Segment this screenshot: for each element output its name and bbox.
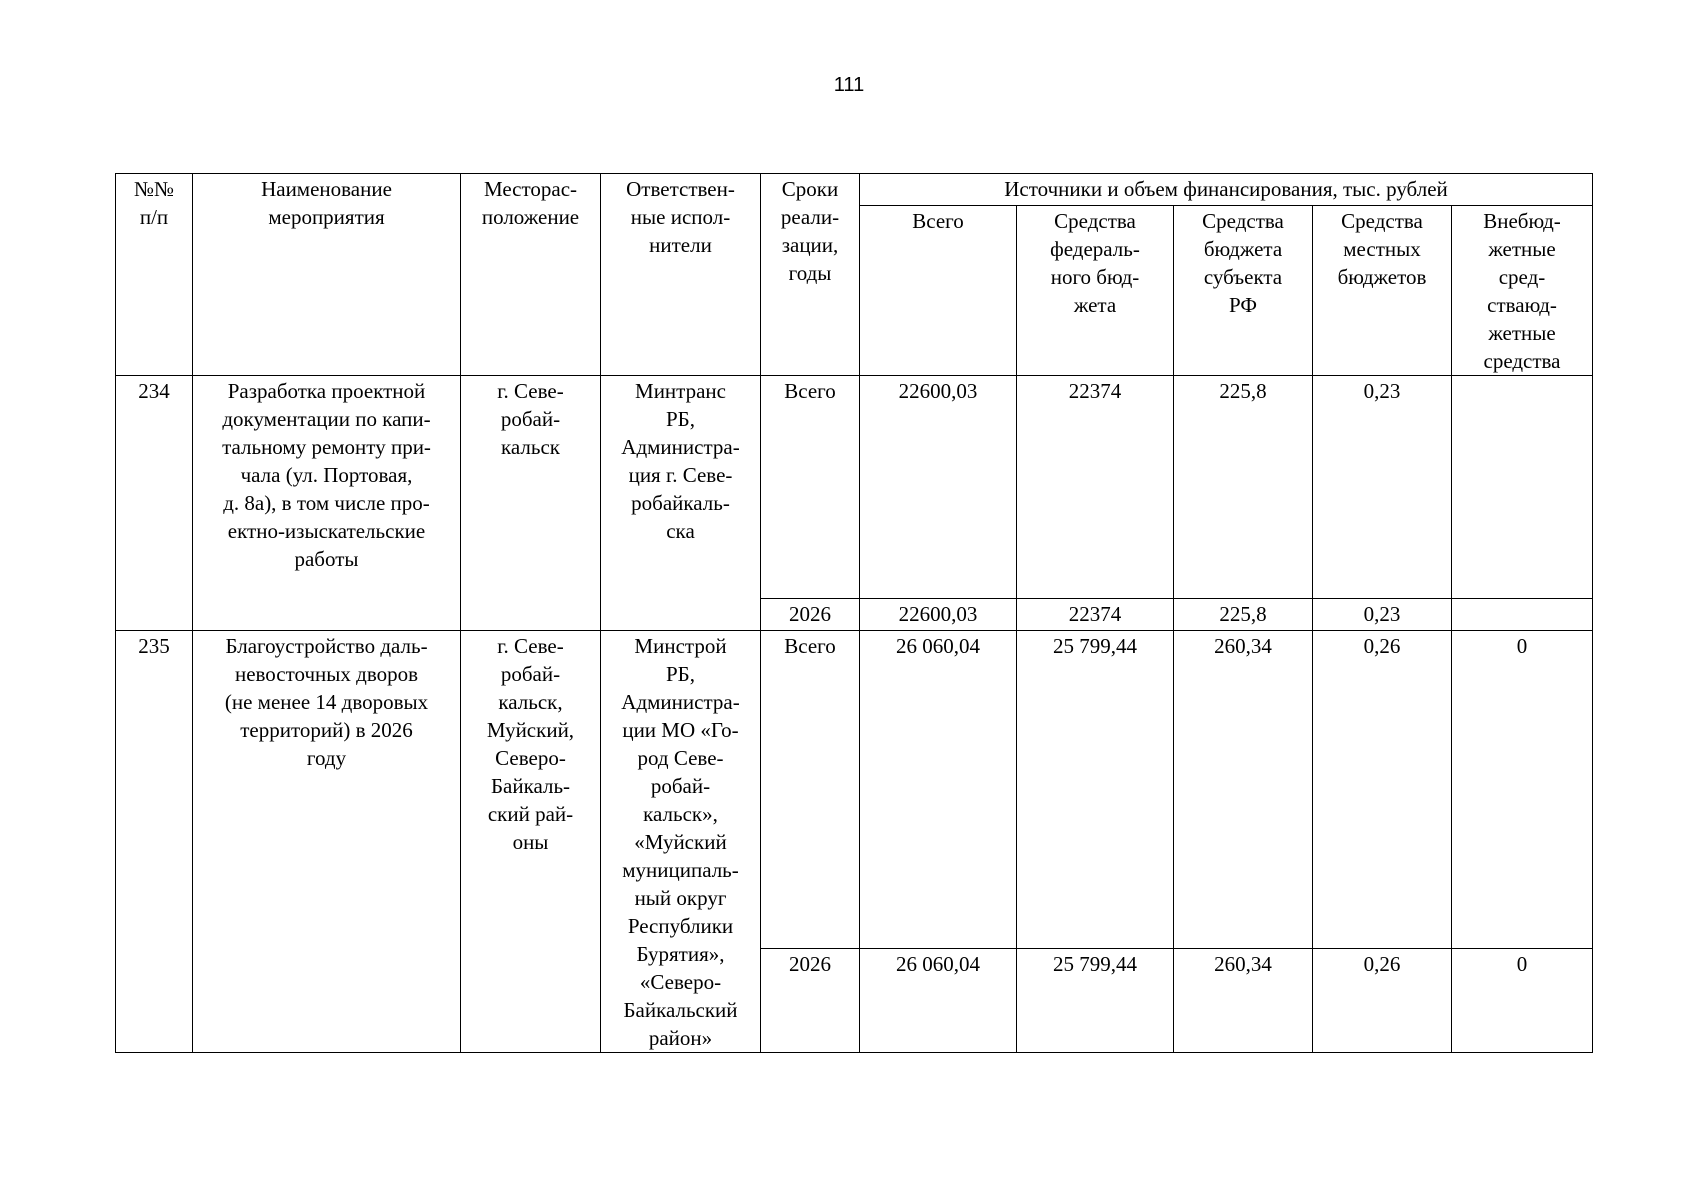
row-federal: 25 799,44 — [1017, 948, 1174, 1053]
row-period: 2026 — [761, 948, 860, 1053]
header-local: Средства местных бюджетов — [1313, 206, 1452, 376]
row-total: 26 060,04 — [860, 631, 1017, 949]
row-period: Всего — [761, 376, 860, 599]
row-executors: Минстрой РБ, Администра- ции МО «Го- род Севе- робай- кальск», «Муйский муниципаль- ный округ Республики Бурятия», «Северо- Байкальский район» — [601, 631, 761, 1053]
header-extra: Внебюд- жетные сред- стваюд- жетные средства — [1452, 206, 1593, 376]
row-subject: 260,34 — [1174, 948, 1313, 1053]
header-funding-group: Источники и объем финансирования, тыс. рублей — [860, 174, 1593, 206]
table-row — [116, 631, 1593, 949]
header-period: Сроки реали- зации, годы — [761, 174, 860, 376]
row-location: г. Севе- робай- кальск, Муйский, Северо- Байкаль- ский рай- оны — [461, 631, 601, 1053]
row-subject: 225,8 — [1174, 599, 1313, 631]
row-num: 235 — [116, 631, 193, 1053]
row-subject: 260,34 — [1174, 631, 1313, 949]
table-row — [116, 376, 1593, 599]
page-number: 111 — [833, 74, 865, 96]
header-federal: Средства федераль- ного бюд- жета — [1017, 206, 1174, 376]
row-period: Всего — [761, 631, 860, 949]
row-extra: 0 — [1452, 631, 1593, 949]
header-num: №№ п/п — [116, 174, 193, 376]
row-extra: 0 — [1452, 948, 1593, 1053]
row-name: Разработка проектной документации по капи- тальному ремонту при- чала (ул. Портовая, д. 8а), в том числе про- ектно-изыскательские работы — [193, 376, 461, 631]
row-total: 26 060,04 — [860, 948, 1017, 1053]
header-total: Всего — [860, 206, 1017, 376]
header-subject: Средства бюджета субъекта РФ — [1174, 206, 1313, 376]
row-period: 2026 — [761, 599, 860, 631]
row-local: 0,26 — [1313, 631, 1452, 949]
row-executors: Минтранс РБ, Администра- ция г. Севе- робайкаль- ска — [601, 376, 761, 631]
header-name: Наименование мероприятия — [193, 174, 461, 376]
row-federal: 22374 — [1017, 599, 1174, 631]
header-location: Месторас- положение — [461, 174, 601, 376]
row-num: 234 — [116, 376, 193, 631]
row-local: 0,23 — [1313, 376, 1452, 599]
row-federal: 25 799,44 — [1017, 631, 1174, 949]
row-federal: 22374 — [1017, 376, 1174, 599]
row-extra — [1452, 599, 1593, 631]
row-local: 0,26 — [1313, 948, 1452, 1053]
row-total: 22600,03 — [860, 599, 1017, 631]
row-extra — [1452, 376, 1593, 599]
header-row-1 — [116, 174, 1593, 206]
row-subject: 225,8 — [1174, 376, 1313, 599]
financing-table — [115, 173, 1593, 1053]
row-local: 0,23 — [1313, 599, 1452, 631]
row-name: Благоустройство даль- невосточных дворов (не менее 14 дворовых территорий) в 2026 году — [193, 631, 461, 1053]
row-location: г. Севе- робай- кальск — [461, 376, 601, 631]
row-total: 22600,03 — [860, 376, 1017, 599]
header-executors: Ответствен- ные испол- нители — [601, 174, 761, 376]
